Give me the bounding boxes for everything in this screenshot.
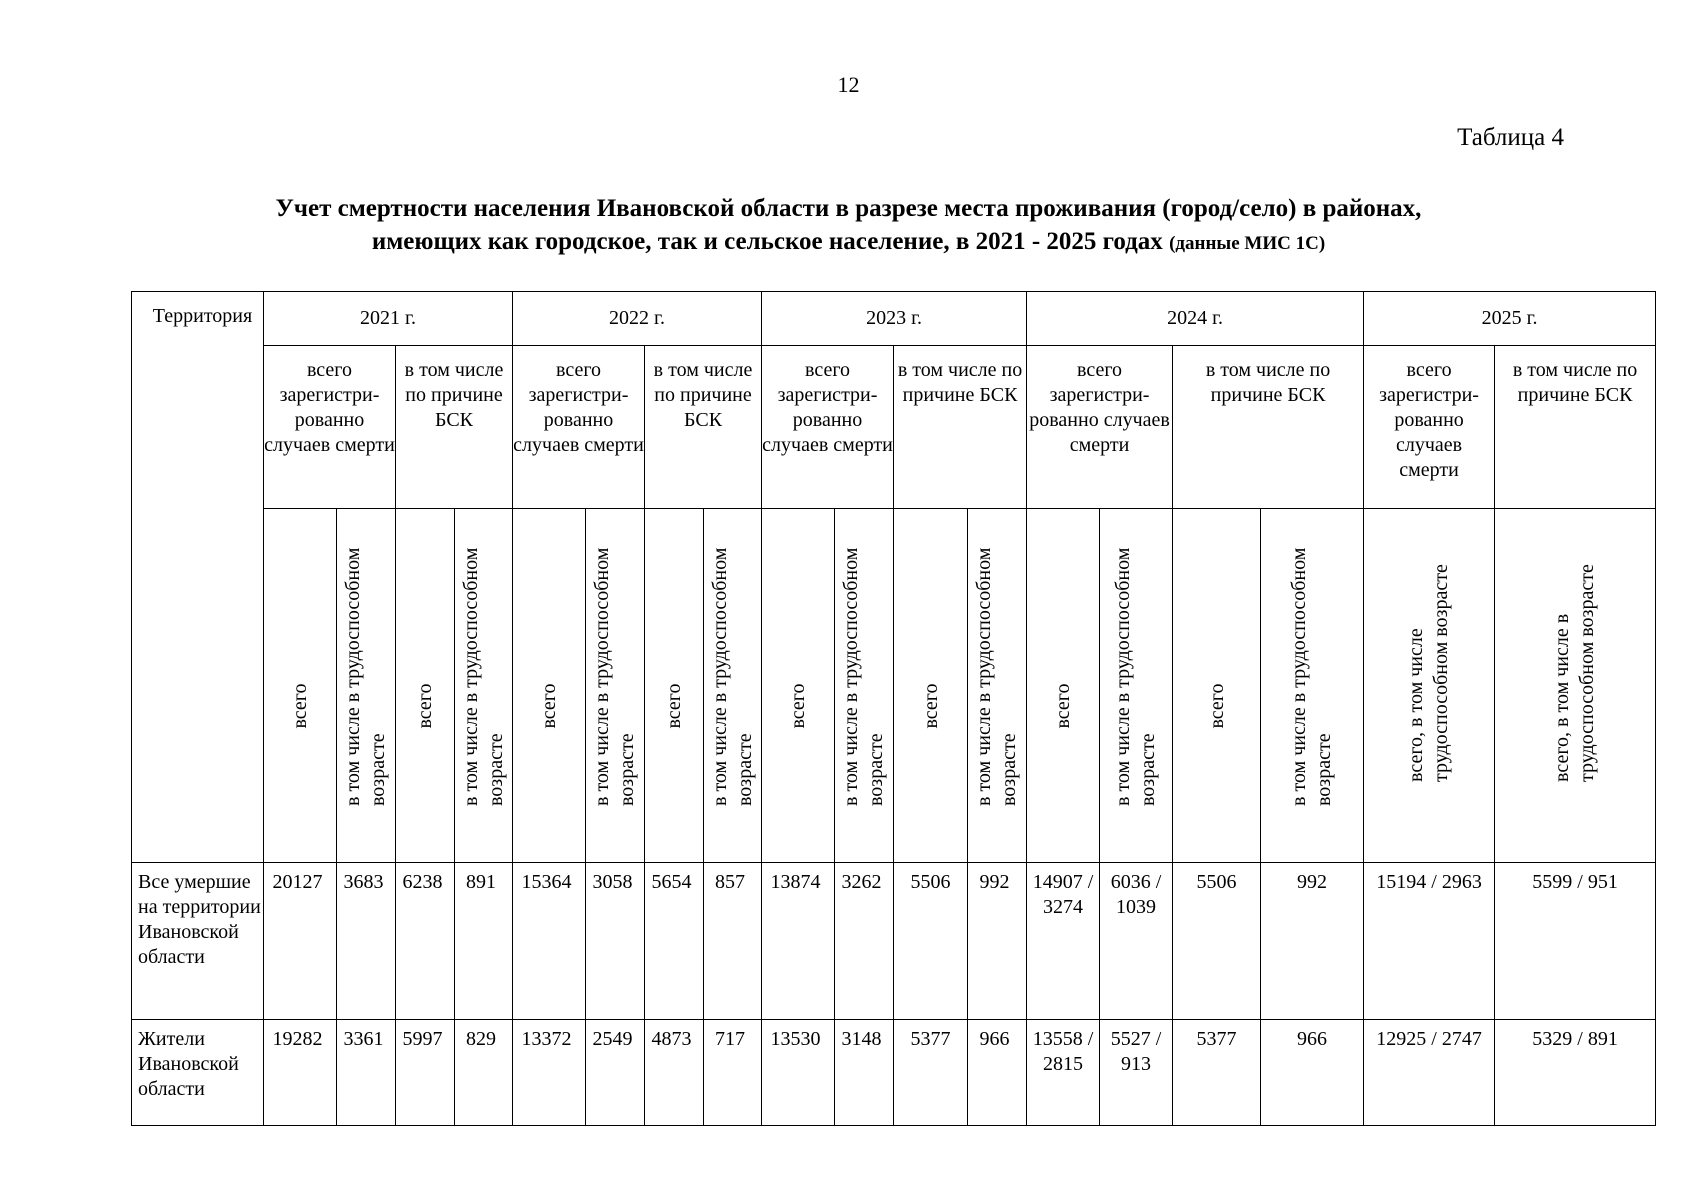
sub-2025-bsk-line-1: всего, в том числе в <box>1551 613 1574 782</box>
group-total-2024: всего зарегистри-рованно случаев смерти <box>1027 346 1173 509</box>
sub-total <box>264 509 337 863</box>
year-header-2021: 2021 г. <box>264 292 513 346</box>
cell-value: 3148 <box>835 1020 894 1126</box>
territory-header: Территория <box>132 292 264 863</box>
cell-value: 13874 <box>762 863 835 1020</box>
sub-working-age <box>337 509 396 863</box>
sub-working-age-line-2: возрасте <box>1313 733 1336 806</box>
sub-working-age-line-2: возрасте <box>1137 733 1160 806</box>
sub-2025-total <box>1364 509 1495 863</box>
sub-total <box>762 509 835 863</box>
sub-working-age <box>1261 509 1364 863</box>
header-row-groups <box>132 346 1656 509</box>
cell-value: 891 <box>455 863 513 1020</box>
sub-working-age <box>455 509 513 863</box>
sub-total <box>513 509 586 863</box>
group-bsk-2024: в том числе по причине БСК <box>1173 346 1364 509</box>
cell-value: 3361 <box>337 1020 396 1126</box>
sub-working-age <box>586 509 645 863</box>
cell-value: 6036 / 1039 <box>1100 863 1173 1020</box>
cell-value: 717 <box>704 1020 762 1126</box>
cell-value: 3683 <box>337 863 396 1020</box>
sub-working-age-line-1: в том числе в трудоспособном <box>459 547 482 806</box>
sub-working-age <box>1100 509 1173 863</box>
cell-value: 857 <box>704 863 762 1020</box>
cell-value: 15194 / 2963 <box>1364 863 1495 1020</box>
sub-working-age-line-1: в том числе в трудоспособном <box>342 547 364 806</box>
cell-value: 13558 / 2815 <box>1027 1020 1100 1126</box>
table-row <box>132 1020 1656 1126</box>
group-bsk-2025: в том числе по причине БСК <box>1495 346 1656 509</box>
sub-working-age-line-2: возрасте <box>865 733 888 806</box>
year-header-2024: 2024 г. <box>1027 292 1364 346</box>
sub-working-age-line-2: возрасте <box>484 733 507 806</box>
group-bsk-2021: в том числе по причине БСК <box>396 346 513 509</box>
sub-2025-total-line-1: всего, в том числе <box>1405 628 1428 782</box>
sub-total <box>1027 509 1100 863</box>
sub-working-age-line-1: в том числе в трудоспособном <box>1112 547 1135 806</box>
row-territory: Жители Ивановской области <box>132 1020 264 1126</box>
cell-value: 5654 <box>645 863 704 1020</box>
cell-value: 5377 <box>894 1020 968 1126</box>
cell-value: 19282 <box>264 1020 337 1126</box>
sub-working-age-line-2: возрасте <box>998 733 1021 806</box>
sub-total-label: всего <box>663 682 686 729</box>
sub-working-age-line-2: возрасте <box>616 733 639 806</box>
sub-2025-bsk <box>1495 509 1656 863</box>
sub-working-age-line-1: в том числе в трудоспособном <box>1288 547 1311 806</box>
cell-value: 5599 / 951 <box>1495 863 1656 1020</box>
cell-value: 5527 / 913 <box>1100 1020 1173 1126</box>
sub-working-age-line-2: возрасте <box>367 733 389 806</box>
cell-value: 5506 <box>1173 863 1261 1020</box>
cell-value: 12925 / 2747 <box>1364 1020 1495 1126</box>
page-number: 12 <box>837 72 860 97</box>
cell-value: 966 <box>968 1020 1027 1126</box>
sub-working-age <box>835 509 894 863</box>
table-label: Таблица 4 <box>1457 124 1564 151</box>
group-total-2022: всего зарегистри-рованно случаев смерти <box>513 346 645 509</box>
title-line-2: имеющих как городское, так и сельское население, в 2021 - 2025 годах <box>371 228 1163 255</box>
year-header-2022: 2022 г. <box>513 292 762 346</box>
cell-value: 5506 <box>894 863 968 1020</box>
sub-total-label: всего <box>1205 682 1228 729</box>
mortality-table <box>131 291 1656 1126</box>
cell-value: 13530 <box>762 1020 835 1126</box>
cell-value: 992 <box>968 863 1027 1020</box>
sub-working-age-line-1: в том числе в трудоспособном <box>840 547 863 806</box>
header-row-sub <box>132 509 1656 863</box>
sub-total <box>1173 509 1261 863</box>
cell-value: 2549 <box>586 1020 645 1126</box>
group-total-2025: всего зарегистри-рованно случаев смерти <box>1364 346 1495 509</box>
sub-total-label: всего <box>414 682 436 729</box>
group-total-2023: всего зарегистри-рованно случаев смерти <box>762 346 894 509</box>
table-row <box>132 863 1656 1020</box>
header-row-years <box>132 292 1656 346</box>
table-title <box>100 192 1597 260</box>
sub-working-age <box>968 509 1027 863</box>
cell-value: 14907 / 3274 <box>1027 863 1100 1020</box>
sub-working-age-line-1: в том числе в трудоспособном <box>591 547 614 806</box>
sub-2025-bsk-line-2: трудоспособном возрасте <box>1576 564 1599 782</box>
title-source: (данные МИС 1С) <box>1169 233 1326 254</box>
cell-value: 5377 <box>1173 1020 1261 1126</box>
sub-total-label: всего <box>787 682 810 729</box>
sub-total-label: всего <box>919 682 942 729</box>
sub-total <box>396 509 455 863</box>
sub-total-label: всего <box>1052 682 1075 729</box>
sub-working-age-line-1: в том числе в трудоспособном <box>973 547 996 806</box>
cell-value: 3058 <box>586 863 645 1020</box>
group-total-2021: всего зарегистри-рованно случаев смерти <box>264 346 396 509</box>
sub-total-label: всего <box>538 682 561 729</box>
title-line-1: Учет смертности населения Ивановской области в разрезе места проживания (город/село) в районах, <box>275 195 1422 222</box>
year-header-2023: 2023 г. <box>762 292 1027 346</box>
year-header-2025: 2025 г. <box>1364 292 1656 346</box>
sub-total <box>894 509 968 863</box>
cell-value: 6238 <box>396 863 455 1020</box>
row-territory: Все умершие на территории Ивановской области <box>132 863 264 1020</box>
cell-value: 5997 <box>396 1020 455 1126</box>
cell-value: 15364 <box>513 863 586 1020</box>
cell-value: 4873 <box>645 1020 704 1126</box>
sub-total-label: всего <box>289 682 311 729</box>
cell-value: 966 <box>1261 1020 1364 1126</box>
group-bsk-2023: в том числе по причине БСК <box>894 346 1027 509</box>
cell-value: 5329 / 891 <box>1495 1020 1656 1126</box>
cell-value: 20127 <box>264 863 337 1020</box>
cell-value: 992 <box>1261 863 1364 1020</box>
cell-value: 13372 <box>513 1020 586 1126</box>
cell-value: 3262 <box>835 863 894 1020</box>
sub-total <box>645 509 704 863</box>
group-bsk-2022: в том числе по причине БСК <box>645 346 762 509</box>
sub-working-age <box>704 509 762 863</box>
sub-working-age-line-2: возрасте <box>733 733 756 806</box>
cell-value: 829 <box>455 1020 513 1126</box>
sub-2025-total-line-2: трудоспособном возрасте <box>1430 564 1453 782</box>
sub-working-age-line-1: в том числе в трудоспособном <box>708 547 731 806</box>
